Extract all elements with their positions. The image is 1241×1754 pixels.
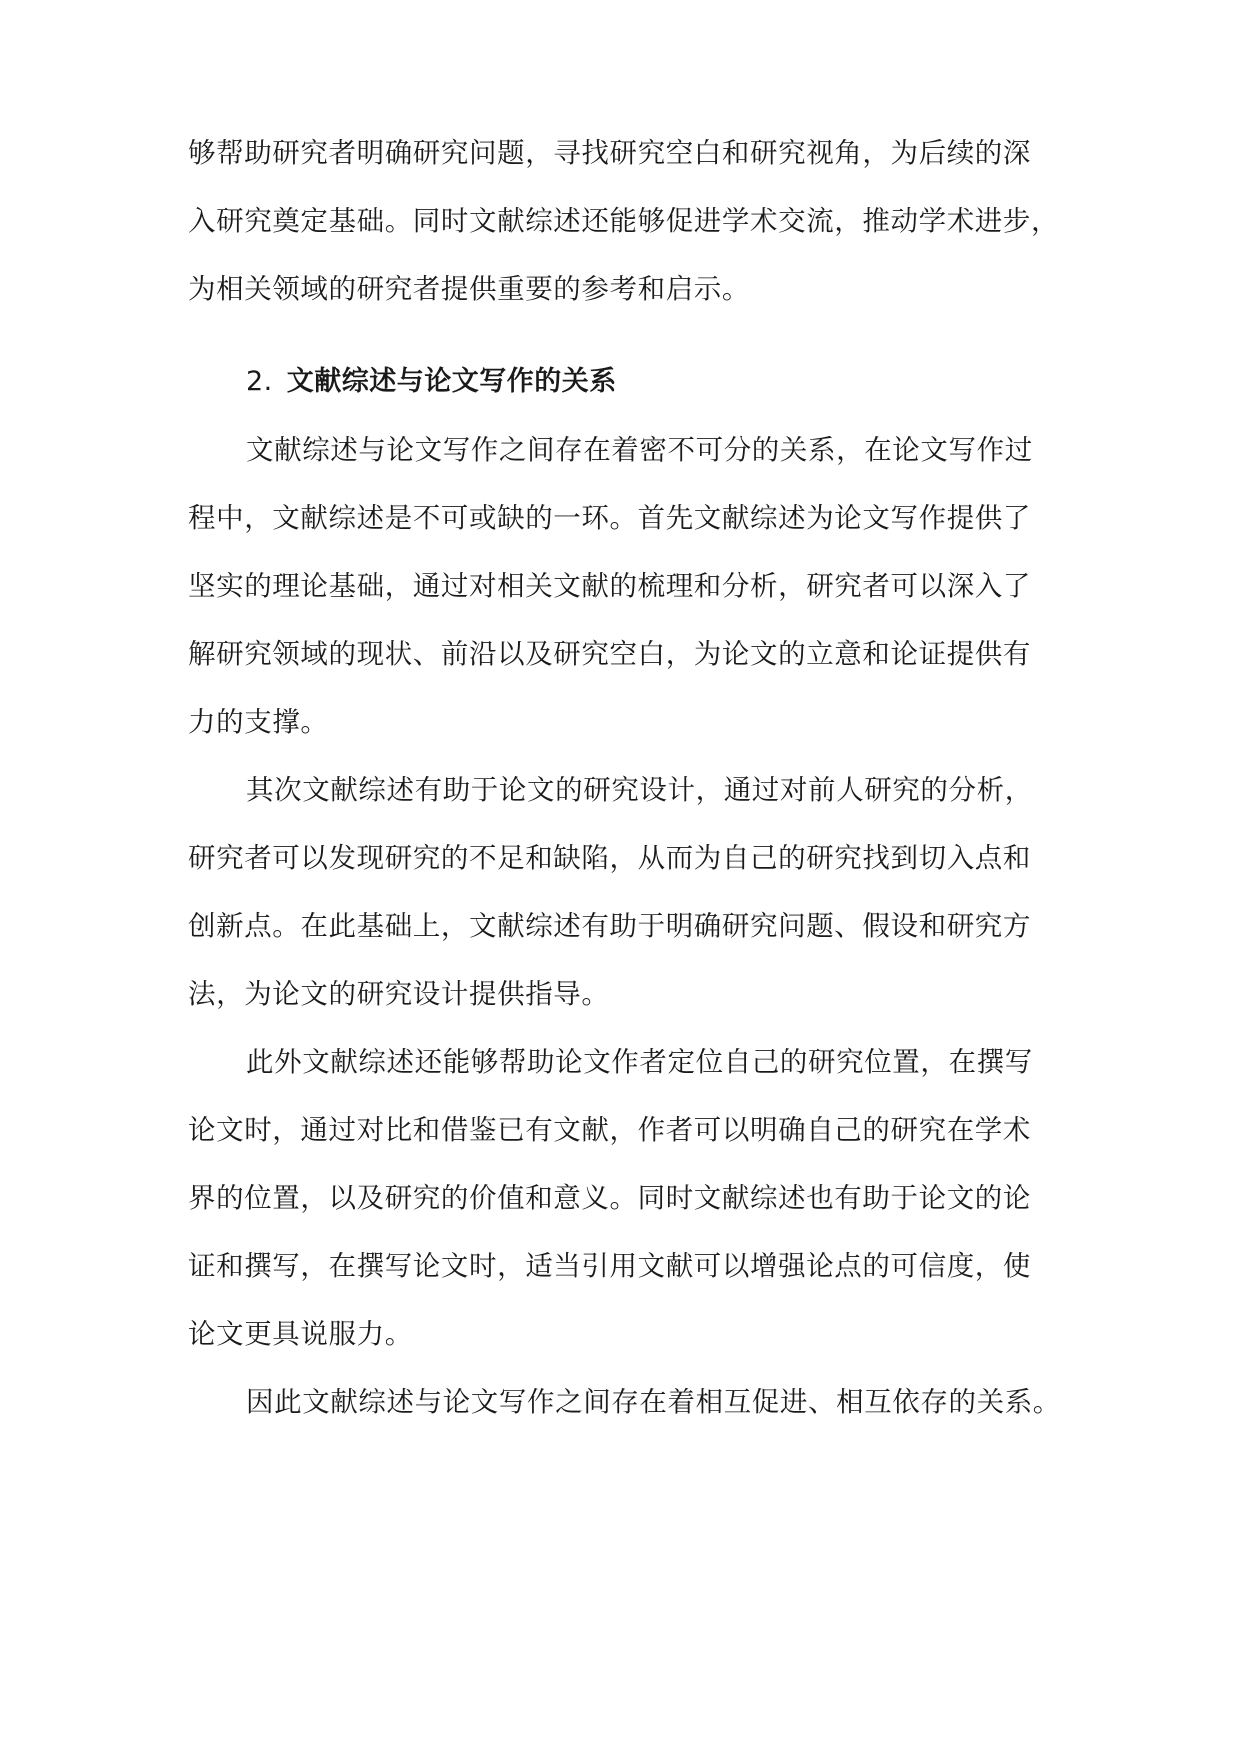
paragraph-2-line-4: 法，为论文的研究设计提供指导。 <box>188 978 610 1010</box>
paragraph-1-line-4: 解研究领域的现状、前沿以及研究空白，为论文的立意和论证提供有 <box>188 638 1031 670</box>
section-number: 2. <box>246 366 273 397</box>
paragraph-4-line-1: 因此文献综述与论文写作之间存在着相互促进、相互依存的关系。 <box>246 1386 1061 1418</box>
intro-line-2: 入研究奠定基础。同时文献综述还能够促进学术交流，推动学术进步， <box>188 205 1060 237</box>
paragraph-3-line-4: 证和撰写，在撰写论文时，适当引用文献可以增强论点的可信度，使 <box>188 1250 1031 1282</box>
paragraph-1-line-5: 力的支撑。 <box>188 706 329 738</box>
paragraph-1-line-2: 程中，文献综述是不可或缺的一环。首先文献综述为论文写作提供了 <box>188 502 1031 534</box>
paragraph-2-line-1: 其次文献综述有助于论文的研究设计，通过对前人研究的分析， <box>246 774 1033 806</box>
paragraph-1-line-3: 坚实的理论基础，通过对相关文献的梳理和分析，研究者可以深入了 <box>188 570 1031 602</box>
paragraph-2-line-3: 创新点。在此基础上，文献综述有助于明确研究问题、假设和研究方 <box>188 910 1031 942</box>
section-title: 文献综述与论文写作的关系 <box>286 366 617 397</box>
paragraph-2-line-2: 研究者可以发现研究的不足和缺陷，从而为自己的研究找到切入点和 <box>188 842 1031 874</box>
intro-line-1: 够帮助研究者明确研究问题，寻找研究空白和研究视角，为后续的深 <box>188 137 1031 169</box>
paragraph-3-line-1: 此外文献综述还能够帮助论文作者定位自己的研究位置，在撰写 <box>246 1046 1033 1078</box>
section-heading <box>246 362 617 402</box>
intro-line-3: 为相关领域的研究者提供重要的参考和启示。 <box>188 273 750 305</box>
paragraph-3-line-3: 界的位置，以及研究的价值和意义。同时文献综述也有助于论文的论 <box>188 1182 1031 1214</box>
paragraph-1-line-1: 文献综述与论文写作之间存在着密不可分的关系，在论文写作过 <box>246 434 1033 466</box>
paragraph-3-line-5: 论文更具说服力。 <box>188 1318 413 1350</box>
paragraph-3-line-2: 论文时，通过对比和借鉴已有文献，作者可以明确自己的研究在学术 <box>188 1114 1031 1146</box>
